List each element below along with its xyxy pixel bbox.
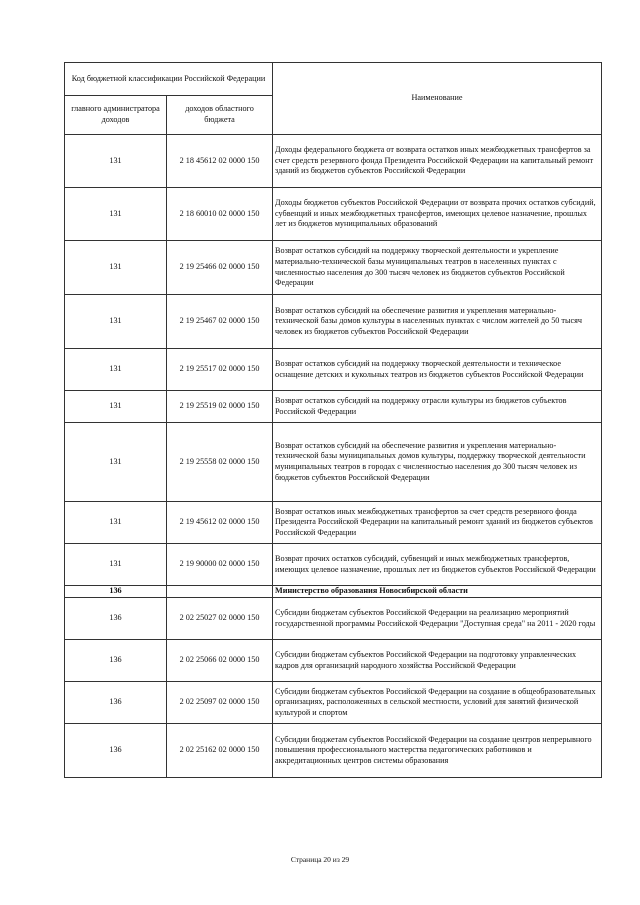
admin-code-cell: 131 bbox=[65, 295, 167, 349]
name-cell: Доходы бюджетов субъектов Российской Федерации от возврата прочих остатков субсидий, субвенций и иных межбюджетных трансфертов, имеющих целевое назначение, прошлых лет из бюджетов муниципальных образований bbox=[273, 188, 602, 241]
admin-code-cell: 131 bbox=[65, 349, 167, 391]
income-code-cell: 2 02 25066 02 0000 150 bbox=[167, 640, 273, 682]
table-body bbox=[65, 135, 602, 778]
admin-code-cell: 131 bbox=[65, 544, 167, 586]
income-code-cell: 2 18 60010 02 0000 150 bbox=[167, 188, 273, 241]
admin-code-cell: 131 bbox=[65, 391, 167, 423]
admin-code-cell: 131 bbox=[65, 135, 167, 188]
table-row bbox=[65, 295, 602, 349]
name-cell: Возврат остатков субсидий на обеспечение развития и укрепления материально-технической базы муниципальных домов культуры, поддержку творческой деятельности муниципальных театров в городах с численностью населения до 300 тысяч человек из бюджетов субъектов Российской Федерации bbox=[273, 423, 602, 502]
name-cell: Возврат прочих остатков субсидий, субвенций и иных межбюджетных трансфертов, имеющих целевое назначение, прошлых лет из бюджетов субъектов Российской Федерации bbox=[273, 544, 602, 586]
admin-code-cell: 136 bbox=[65, 724, 167, 778]
header-admin: главного администратора доходов bbox=[65, 96, 167, 135]
name-cell: Субсидии бюджетам субъектов Российской Федерации на создание в общеобразовательных организациях, расположенных в сельской местности, условий для занятий физической культурой и спортом bbox=[273, 682, 602, 724]
name-cell: Возврат остатков иных межбюджетных трансфертов за счет средств резервного фонда Президента Российской Федерации на капитальный ремонт зданий из бюджетов субъектов Российской Федерации bbox=[273, 502, 602, 544]
table-row bbox=[65, 724, 602, 778]
admin-code-cell: 131 bbox=[65, 241, 167, 295]
name-cell: Субсидии бюджетам субъектов Российской Федерации на создание центров непрерывного повышения профессионального мастерства педагогических работников и аккредитационных центров системы образования bbox=[273, 724, 602, 778]
table-row bbox=[65, 544, 602, 586]
admin-code-cell: 131 bbox=[65, 502, 167, 544]
income-code-cell: 2 02 25097 02 0000 150 bbox=[167, 682, 273, 724]
name-cell: Возврат остатков субсидий на поддержку отрасли культуры из бюджетов субъектов Российской Федерации bbox=[273, 391, 602, 423]
admin-code-cell: 131 bbox=[65, 188, 167, 241]
page-number: Страница 20 из 29 bbox=[290, 855, 350, 864]
header-income: доходов областного бюджета bbox=[167, 96, 273, 135]
table-row bbox=[65, 423, 602, 502]
table-row bbox=[65, 502, 602, 544]
budget-classification-table bbox=[64, 62, 602, 778]
admin-code-cell: 131 bbox=[65, 423, 167, 502]
table-row bbox=[65, 241, 602, 295]
table-row bbox=[65, 135, 602, 188]
table-row bbox=[65, 640, 602, 682]
table-row bbox=[65, 391, 602, 423]
admin-code-cell: 136 bbox=[65, 640, 167, 682]
name-cell: Возврат остатков субсидий на обеспечение развития и укрепления материально-технической базы домов культуры в населенных пунктах с числом жителей до 50 тысяч человек из бюджетов субъектов Российской Федерации bbox=[273, 295, 602, 349]
income-code-cell: 2 19 45612 02 0000 150 bbox=[167, 502, 273, 544]
header-code-group: Код бюджетной классификации Российской Федерации bbox=[65, 63, 273, 96]
income-code-cell: 2 19 25519 02 0000 150 bbox=[167, 391, 273, 423]
income-code-cell: 2 18 45612 02 0000 150 bbox=[167, 135, 273, 188]
income-code-cell bbox=[167, 586, 273, 598]
admin-code-cell: 136 bbox=[65, 598, 167, 640]
table-row bbox=[65, 598, 602, 640]
income-code-cell: 2 19 25466 02 0000 150 bbox=[167, 241, 273, 295]
name-cell: Субсидии бюджетам субъектов Российской Федерации на подготовку управленческих кадров для организаций народного хозяйства Российской Федерации bbox=[273, 640, 602, 682]
table-row bbox=[65, 349, 602, 391]
name-cell: Субсидии бюджетам субъектов Российской Федерации на реализацию мероприятий государственной программы Российской Федерации "Доступная среда" на 2011 - 2020 годы bbox=[273, 598, 602, 640]
name-cell: Министерство образования Новосибирской области bbox=[273, 586, 602, 598]
admin-code-cell: 136 bbox=[65, 586, 167, 598]
name-cell: Возврат остатков субсидий на поддержку творческой деятельности и техническое оснащение детских и кукольных театров из бюджетов субъектов Российской Федерации bbox=[273, 349, 602, 391]
income-code-cell: 2 02 25162 02 0000 150 bbox=[167, 724, 273, 778]
table-row bbox=[65, 188, 602, 241]
name-cell: Возврат остатков субсидий на поддержку творческой деятельности и укрепление материально-технической базы муниципальных театров в населенных пунктах с численностью населения до 300 тысяч человек из бюджетов субъектов Российской Федерации bbox=[273, 241, 602, 295]
header-name: Наименование bbox=[273, 63, 602, 135]
income-code-cell: 2 19 25467 02 0000 150 bbox=[167, 295, 273, 349]
table-row bbox=[65, 682, 602, 724]
income-code-cell: 2 02 25027 02 0000 150 bbox=[167, 598, 273, 640]
income-code-cell: 2 19 25558 02 0000 150 bbox=[167, 423, 273, 502]
table-row bbox=[65, 586, 602, 598]
admin-code-cell: 136 bbox=[65, 682, 167, 724]
income-code-cell: 2 19 90000 02 0000 150 bbox=[167, 544, 273, 586]
income-code-cell: 2 19 25517 02 0000 150 bbox=[167, 349, 273, 391]
name-cell: Доходы федерального бюджета от возврата остатков иных межбюджетных трансфертов за счет средств резервного фонда Президента Российской Федерации на капитальный ремонт зданий из бюджетов субъектов Российской Федерации bbox=[273, 135, 602, 188]
